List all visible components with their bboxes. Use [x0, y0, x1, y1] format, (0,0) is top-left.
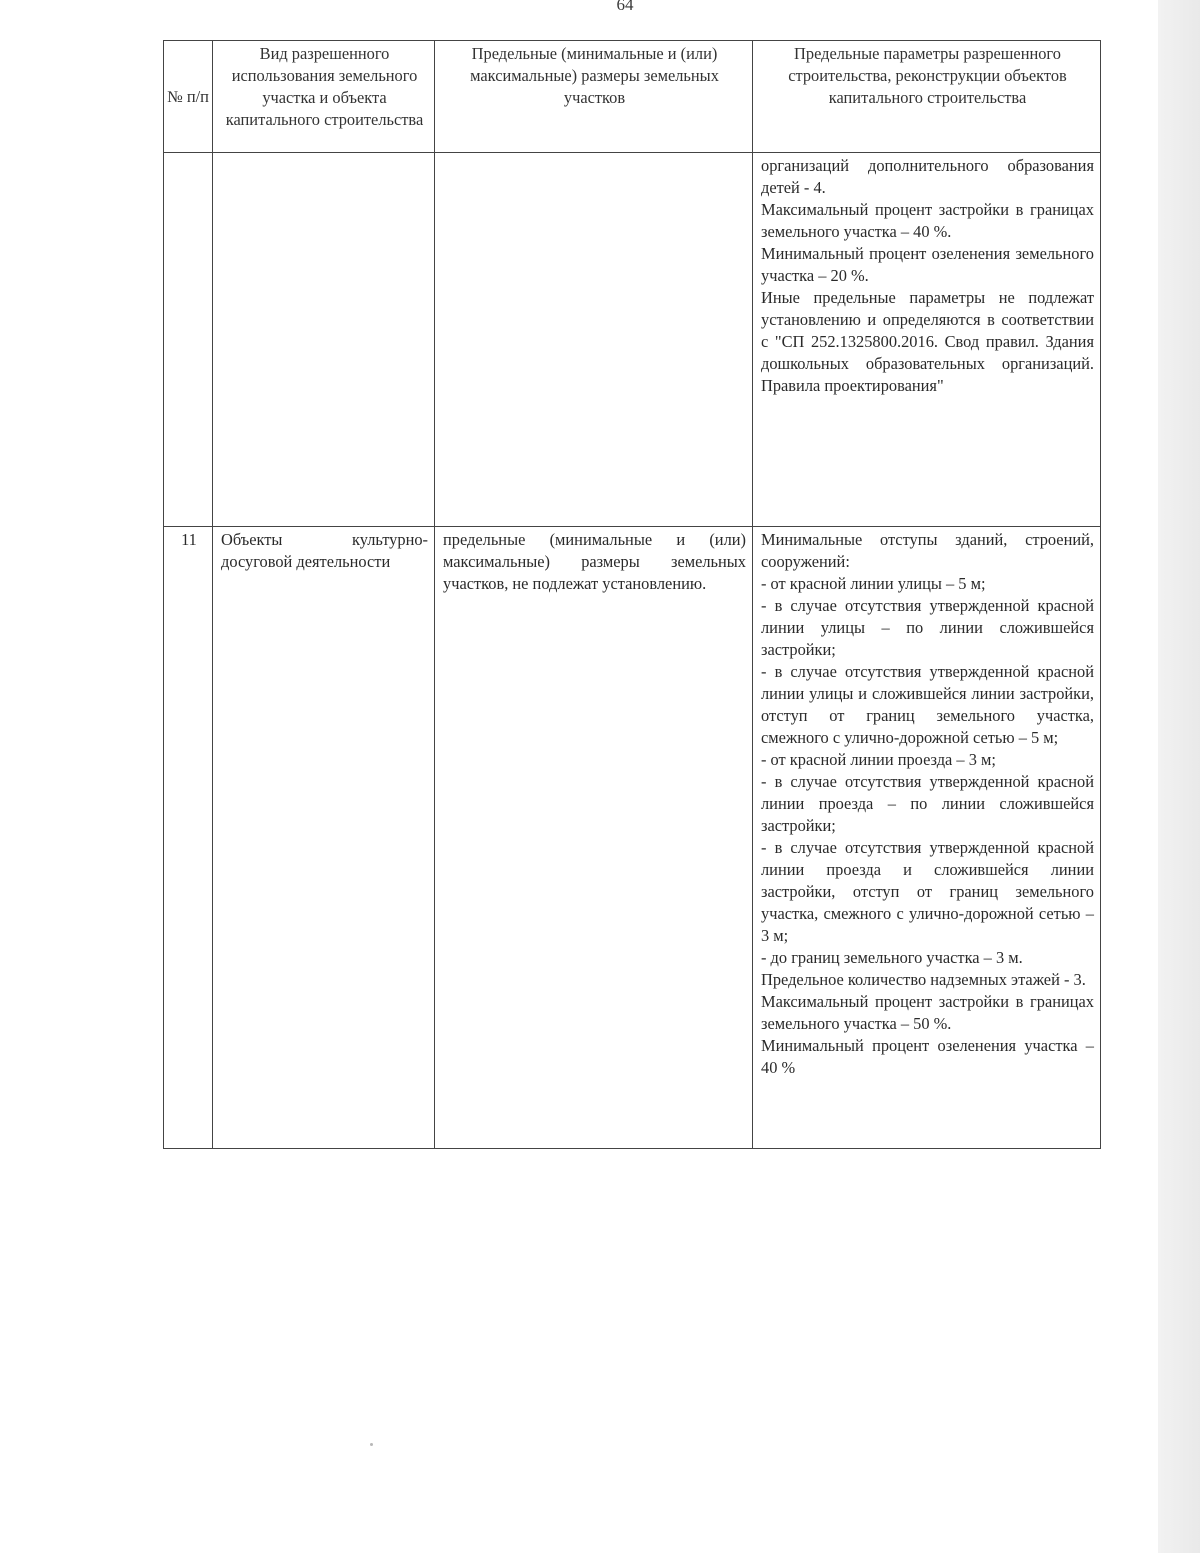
- param-line: - в случае отсутствия утвержденной красной линии улицы – по линии сложившейся застройки;: [761, 596, 1094, 659]
- regulations-table: [163, 40, 1101, 1149]
- scan-edge: [1158, 0, 1200, 1553]
- table-row-continuation: [164, 153, 1101, 527]
- table-header-row: [164, 41, 1101, 153]
- cell-size: предельные (минимальные и (или) максимальные) размеры земельных участков, не подлежат установлению.: [435, 527, 753, 1149]
- cell-num: [164, 153, 213, 527]
- header-size: Предельные (минимальные и (или) максимальные) размеры земельных участков: [435, 41, 753, 153]
- param-line: Максимальный процент застройки в границах земельного участка – 40 %.: [761, 200, 1094, 241]
- cell-size: [435, 153, 753, 527]
- param-line: Максимальный процент застройки в границах земельного участка – 50 %.: [761, 992, 1094, 1033]
- param-line: Минимальные отступы зданий, строений, сооружений:: [761, 530, 1094, 571]
- param-line: - от красной линии улицы – 5 м;: [761, 574, 986, 593]
- cell-params: [753, 527, 1101, 1149]
- param-line: Минимальный процент озеленения земельного участка – 20 %.: [761, 244, 1094, 285]
- cell-params: [753, 153, 1101, 527]
- param-line: Предельное количество надземных этажей - 3.: [761, 970, 1086, 989]
- param-line: - в случае отсутствия утвержденной красной линии проезда – по линии сложившейся застройки;: [761, 772, 1094, 835]
- cell-num: 11: [164, 527, 213, 1149]
- header-params: Предельные параметры разрешенного строительства, реконструкции объектов капитального строительства: [753, 41, 1101, 153]
- header-kind: Вид разрешенного использования земельного участка и объекта капитального строительства: [213, 41, 435, 153]
- table-row-11: [164, 527, 1101, 1149]
- cell-kind: [213, 153, 435, 527]
- header-num: № п/п: [164, 41, 213, 153]
- param-line: Иные предельные параметры не подлежат установлению и определяются в соответствии с "СП 252.1325800.2016. Свод правил. Здания дошкольных образовательных организаций. Правила проектирования": [761, 288, 1094, 395]
- param-line: организаций дополнительного образования детей - 4.: [761, 156, 1094, 197]
- param-line: - до границ земельного участка – 3 м.: [761, 948, 1023, 967]
- param-line: Минимальный процент озеленения участка – 40 %: [761, 1036, 1094, 1077]
- param-line: - в случае отсутствия утвержденной красной линии проезда и сложившейся линии застройки, отступ от границ земельного участка, смежного с улично-дорожной сетью – 3 м;: [761, 838, 1094, 945]
- param-line: - в случае отсутствия утвержденной красной линии улицы и сложившейся линии застройки, отступ от границ земельного участка, смежного с улично-дорожной сетью – 5 м;: [761, 662, 1094, 747]
- scan-dot: [370, 1443, 373, 1446]
- param-line: - от красной линии проезда – 3 м;: [761, 750, 996, 769]
- cell-kind: Объекты культурно-досуговой деятельности: [213, 527, 435, 1149]
- page-number: 64: [616, 0, 634, 14]
